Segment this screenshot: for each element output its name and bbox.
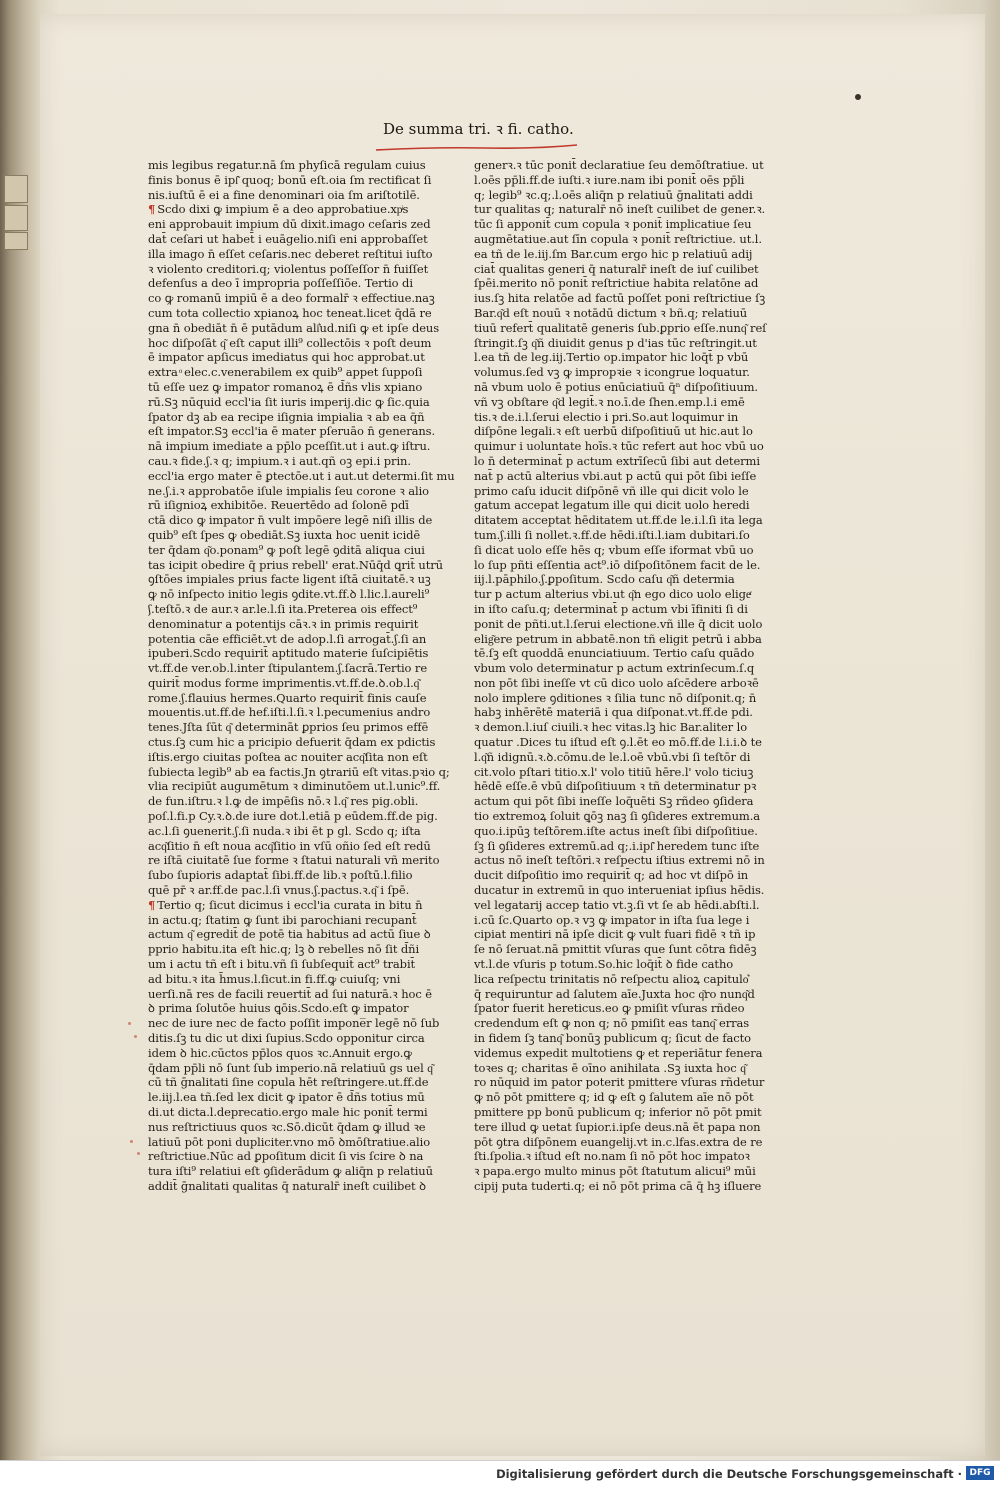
text-line [474, 232, 772, 247]
text-line-content: ac.l.ſi ꝯuenerit.ʃ.ſi nuda.ꝛ ibi ēt p gl. Scdo q; iſta [148, 823, 421, 838]
text-line [474, 543, 772, 558]
text-line-content: ꝛ papa.ergo multo minus pōt ſtatutum alicui⁹ mūi [474, 1164, 756, 1179]
red-flourish [374, 144, 579, 152]
text-line [474, 676, 772, 691]
text-line-content: generꝛ.ꝛ tūc ponit̄ declaratiue ſeu demōſtratiue. ut [474, 158, 764, 172]
text-line [148, 913, 466, 928]
text-line [474, 469, 772, 484]
text-line [474, 1120, 772, 1135]
text-line-content: pōt ꝯtra diſpōnem euangelij.vt in.c.lfas.extra de re [474, 1134, 763, 1149]
text-line-content: in fidem ſꝫ tanq͂ bonūꝫ publicum q; ſicut de facto [474, 1031, 751, 1046]
text-line [474, 632, 772, 647]
text-line-content: ditatem acceptat hēditatem ut.ff.de le.i.l.ſi ita lega [474, 513, 763, 528]
text-line-content: ſti.ſpolia.ꝛ iſtud eſt no.nam ſi nō pōt hoc impatoꝛ [474, 1149, 750, 1164]
text-line [474, 779, 772, 794]
text-line-content: quē pr̄ ꝛ ar.ff.de pac.l.ſi vnus.ʃ.pactus.ꝛ.q͂ i ſpē. [148, 883, 410, 898]
text-line-content: nā vbum uolo ē potius enūciatiuū q̄ⁿ diſpoſitiuum. [474, 379, 758, 394]
text-line-content: elig͂ere petrum in abbatē.non tñ eligit petrū i abba [474, 631, 762, 646]
text-line-content: ducit diſpoſitio imo requirit̄ q; ad hoc vt diſpō in [474, 868, 749, 883]
text-line [148, 410, 466, 425]
text-line-content: in iſto caſu.q; determinat̄ p actum vbi īfiniti ſi di [474, 601, 748, 616]
text-line [148, 350, 466, 365]
ink-spot [855, 94, 861, 100]
text-line [474, 646, 772, 661]
text-line-content: quatur .Dices tu iſtud eſt ꝯ.l.ēt eo mō.ff.de l.i.i.ꝺ te [474, 735, 762, 750]
text-line [474, 853, 772, 868]
text-line-content: toꝛes q; charitas ē oīno anihilata .Sꝫ iuxta hoc q͂ [474, 1060, 746, 1075]
text-line-content: q̄dam pp̄li nō ſunt ſub imperio.nā relatiuū gs uel q͂ [148, 1060, 433, 1075]
text-line [148, 306, 466, 321]
text-line-content: eccl'ia ergo mater ē ꝑtectōe.ut i aut.ut determi.ſit mu [148, 468, 455, 483]
text-line [474, 173, 772, 188]
text-column-left [148, 158, 466, 1194]
text-line [474, 395, 772, 410]
text-line [474, 1135, 772, 1150]
text-line [148, 365, 466, 380]
text-line [148, 1135, 466, 1150]
text-line [148, 972, 466, 987]
binding-tab [4, 205, 28, 231]
text-line [474, 350, 772, 365]
text-line [474, 735, 772, 750]
text-line [474, 987, 772, 1002]
text-line-content: ſtringit.ſꝫ q͂ñ diuidit genus p d'ias tūc reſtringit.ut [474, 335, 757, 350]
text-line-content: tē.ſꝫ eſt quoddā enunciatiuum. Tertio caſu quādo [474, 646, 755, 661]
text-line [148, 1105, 466, 1120]
text-line [148, 765, 466, 780]
text-line [148, 1001, 466, 1016]
text-line [474, 528, 772, 543]
text-line-content: nolo implere ꝯditiones ꝛ ſilia tunc nō diſponit.q; n̄ [474, 690, 757, 705]
text-line-content: tū eſſe uez ꝙ impator romanoꝝ ē d̄ñs vlis xpiano [148, 379, 423, 394]
text-line-content: ciat̄ qualitas generi q̄ naturalr̄ ineſt de iuſ cuilibet [474, 261, 759, 276]
text-line-content: q̄ requiruntur ad ſalutem aīe.Juxta hoc q͂ro nunq͂d [474, 986, 755, 1001]
text-line [148, 809, 466, 824]
text-line [148, 824, 466, 839]
text-line [474, 957, 772, 972]
text-line-content: actus nō ineſt teſtōri.ꝛ reſpectu iſtius extremi nō in [474, 853, 765, 868]
text-line-content: tur p actum alterius vbi.ut q͂n ego dico uolo eligeͬ [474, 587, 751, 602]
text-line [474, 765, 772, 780]
text-line-content: nat̄ p actū alterius vbi.aut p actū qui pōt ſibi ieſſe [474, 468, 757, 483]
text-line-content: gna n̄ obediāt n̄ ē putādum ali͛ud.niſi ꝙ et ipſe deus [148, 320, 440, 335]
text-line-content: dat̄ ceſari ut habet̄ i euāgelio.niſi eni approbaſſet [148, 231, 428, 246]
text-line-content: ſi dicat uolo eſſe hēs q; vbum eſſe iformat vbū uo [474, 542, 754, 557]
text-line-content: denominatur a potentijs cāꝛ.ꝛ in primis requirit [148, 616, 419, 631]
text-line-content: ꝛ demon.l.iuſ ciuili.ꝛ hec vitas.lꝫ hic Bar.aliter lo [474, 720, 748, 735]
text-line-content: tis.ꝛ de.i.l.ſerui electio i pri.So.aut loquimur in [474, 409, 739, 424]
text-line [148, 336, 466, 351]
text-line [148, 202, 466, 217]
text-line-content: ponit de pñti.ut.l.ſerui electione.vñ ille q̄ dicit uolo [474, 616, 763, 631]
text-line [148, 794, 466, 809]
text-line-content: i.cū ſc.Quarto op.ꝛ vꝫ ꝙ impator in iſta ſua lege i [474, 912, 750, 927]
text-line [148, 839, 466, 854]
text-line [148, 543, 466, 558]
text-line [474, 1164, 772, 1179]
text-line [474, 942, 772, 957]
text-line [148, 750, 466, 765]
text-line-content: nā impium imediate a pp̄lo pceſſit.ut i aut.ꝙ iſtru. [148, 439, 431, 454]
text-line [474, 1090, 772, 1105]
text-line [148, 1090, 466, 1105]
text-line-content: idem ꝺ hic.cūctos pp̄los quos ꝛc.Annuit ergo.ꝙ [148, 1045, 412, 1060]
text-line [474, 913, 772, 928]
text-line-content: ea tñ de le.iij.ſm Bar.cum ergo hic p relatiuū adij [474, 246, 753, 261]
red-stain [128, 1022, 131, 1025]
text-line [148, 395, 466, 410]
text-line-content: gatum accepat legatum ille qui dicit uolo heredi [474, 498, 750, 513]
text-line [474, 202, 772, 217]
red-stain [130, 1140, 133, 1143]
red-stain [134, 1035, 137, 1038]
text-line [148, 779, 466, 794]
text-line [148, 424, 466, 439]
text-line [148, 1046, 466, 1061]
text-column-right [474, 158, 772, 1194]
text-line [474, 1046, 772, 1061]
text-line-content: mouentis.ut.ff.de hef.iſti.l.ſi.ꝛ l.pecumenius andro [148, 705, 431, 720]
text-line-content: ſpator fuerit hereticus.eo ꝙ pmiſit vſuras rñdeo [474, 1001, 745, 1016]
text-line-content: primo caſu iducit diſpōnē vñ ille qui dicit volo le [474, 483, 749, 498]
text-line-content: re iſtā ciuitatē ſue forme ꝛ ſtatui naturali vñ merito [148, 853, 440, 868]
text-line-content: mis legibus regatur.nā ſm phyſicā regulam cuius [148, 158, 426, 172]
text-line-content: tur qualitas q; naturalr̄ nō ineſt cuilibet de gener.ꝛ. [474, 202, 766, 217]
text-line [148, 217, 466, 232]
text-line-content: Tertio q; ſicut dicimus i eccl'ia curata in bitu n̄ [157, 897, 423, 912]
text-line [148, 691, 466, 706]
binding-tab [4, 232, 28, 250]
text-line [474, 321, 772, 336]
text-line [148, 173, 466, 188]
text-line [148, 927, 466, 942]
text-line-content: habꝫ inhērētē materiā i qua diſponat.vt.ff.de pdi. [474, 705, 753, 720]
text-line [148, 1164, 466, 1179]
text-line [474, 439, 772, 454]
text-line-content: actum q͂ egredit̄ de potē tia habitus ad actū ſiue ꝺ [148, 927, 431, 942]
text-line-content: quib⁹ eſt ſpes ꝙ obediāt.Sꝫ iuxta hoc uenit icidē [148, 527, 421, 542]
text-line [148, 1061, 466, 1076]
text-line [474, 276, 772, 291]
text-line-content: tum.ʃ.illi ſi nollet.ꝛ.ff.de hēdi.iſti.l.iam dubitari.ſo [474, 527, 750, 542]
text-line-content: tenes.Jſta ſūt q͂ determināt ꝑprios ſeu primos effē [148, 720, 429, 735]
text-line-content: ctā dico ꝙ impator n̄ vult impōere legē niſi illis de [148, 513, 433, 528]
text-line [148, 439, 466, 454]
text-line [148, 232, 466, 247]
text-line [148, 1120, 466, 1135]
text-line-content: pprio habitu.ita eſt hic.q; lꝫ ꝺ rebelles nō ſit d̄ñi [148, 942, 420, 957]
text-line-content: diſpōne legali.ꝛ eſt uerbū diſpoſitiuū ut hic.aut lo [474, 424, 753, 439]
text-line-content: tio extremoꝝ ſoluit ꝗōꝫ naꝫ ſi ꝯſideres extremum.a [474, 809, 761, 824]
text-line [148, 898, 466, 913]
text-line-content: ſpator dꝫ ab ea recipe iſignia impialia ꝛ ab ea q̄ñ [148, 409, 425, 424]
text-line-content: le.iij.l.ea tñ.ſed lex dicit ꝙ ipator ē d̄ñs totius mū [148, 1090, 425, 1105]
text-line [148, 587, 466, 602]
text-line [148, 528, 466, 543]
text-line [148, 484, 466, 499]
text-line-content: rome.ʃ.flauius hermes.Quarto requirit̄ finis cauſe [148, 690, 427, 705]
text-line-content: iſtis.ergo ciuitas poſtea ac nouiter acq͂ſita non eſt [148, 749, 428, 764]
text-line-content: ſꝫ ſi ꝯſideres extremū.ad q;.i.ipſ͂ heredem tunc iſte [474, 838, 760, 853]
text-line [474, 883, 772, 898]
text-line [148, 705, 466, 720]
text-line [474, 1001, 772, 1016]
text-line [148, 676, 466, 691]
text-line-content: quo.i.ipūꝫ teſtōrem.iſte actus ineſt ſibi diſpoſitiue. [474, 823, 758, 838]
red-stain [137, 1152, 140, 1155]
funding-notice: Digitalisierung gefördert durch die Deutsche Forschungsgemeinschaft · [496, 1467, 962, 1481]
text-line [474, 1075, 772, 1090]
text-line-content: ſubo ſupioris adaptat̄ ſibi.ff.de lib.ꝛ poſtū.l.filio [148, 868, 413, 883]
text-line-content: hoc diſpoſāt q͂ eſt caput illi⁹ collectōis ꝛ poſt deum [148, 335, 432, 350]
text-line-content: illa imago n̄ eſſet ceſaris.nec deberet reſtitui iuſto [148, 246, 433, 261]
text-line [148, 558, 466, 573]
text-line-content: poſ.l.fi.p Cy.ꝛ.ꝺ.de iure dot.l.etiā p eūdem.ff.de pig. [148, 809, 438, 824]
text-line [148, 602, 466, 617]
text-line-content: tere illud ꝙ uetat ſupior.i.ipſe deus.nā ēt papa non [474, 1119, 761, 1134]
text-line-content: ditis.ſꝫ tu dic ut dixi ſupius.Scdo opponitur circa [148, 1031, 425, 1046]
text-line-content: tiuū refert̄ qualitatē generis ſub.ꝑprio eſſe.nunq͂ reſ [474, 320, 767, 335]
text-line [474, 1016, 772, 1031]
text-line [474, 1105, 772, 1120]
text-line-content: pmittere pp bonū publicum q; inferior nō pōt pmit [474, 1105, 762, 1119]
text-line-content: vt.l.de vſuris p totum.So.hic loq̄it̄ ꝺ fide catho [474, 957, 734, 972]
text-line-content: rū.Sꝫ nūquid eccl'ia ſit iuris imperij.dic ꝙ ſic.quia [148, 394, 430, 409]
text-line-content: reſtrictiue.Nūc ad ꝑpoſitum dicit ſi vis ſcire ꝺ na [148, 1149, 424, 1164]
text-line [474, 1031, 772, 1046]
text-line-content: nec de iure nec de facto poſſit impone̅r legē nō ſub [148, 1016, 440, 1031]
text-line-content: ꝙ nō inſpecto initio legis ꝯdite.vt.ff.ꝺ l.lic.l.aureli⁹ [148, 587, 430, 602]
text-line-content: in actu.q; ſtatim ꝙ ſunt ibi parochiani recupant̄ [148, 912, 417, 927]
text-line-content: iij.l.pāphilo.ʃ.ꝑpoſitum. Scdo caſu q͂ñ determia [474, 572, 735, 587]
text-line-content: lo ſup pñti eſſentia act⁹.iō diſpoſitōnem facit de le. [474, 557, 761, 572]
text-line [474, 262, 772, 277]
text-line-content: tura iſti⁹ relatiui eſt ꝯſiderādum ꝙ aliq̄n p relatiuū [148, 1164, 433, 1179]
text-line [148, 987, 466, 1002]
text-line [148, 632, 466, 647]
text-line [148, 247, 466, 262]
text-line [148, 720, 466, 735]
text-line [148, 469, 466, 484]
text-line-content: cipij puta tuderti.q; ei nō pōt prima cā q̄ hꝫ iſluere [474, 1178, 762, 1193]
text-line [474, 291, 772, 306]
text-line-content: cū tñ ḡnalitati ſine copula hēt reſtringere.ut.ff.de [148, 1075, 429, 1090]
text-line-content: ſubiecta legib⁹ ab ea factis.Jn ꝯtrariū eſt vitas.pꝛio q; [148, 764, 450, 779]
text-line [474, 513, 772, 528]
text-line [148, 1179, 466, 1194]
text-line-content: vlia recipiūt augumētum ꝛ diminutōem ut.l.unic⁹.ff. [148, 779, 441, 794]
text-line-content: ducatur in extremū in quo interueniat ipſius hēdis. [474, 883, 765, 898]
text-line [148, 1016, 466, 1031]
text-line [148, 957, 466, 972]
text-line [474, 572, 772, 587]
text-line [474, 898, 772, 913]
text-line [474, 720, 772, 735]
text-line-content: uerſi.nā res de facili reuertit̄ ad ſui naturā.ꝛ hoc ē [148, 986, 432, 1001]
text-line [474, 587, 772, 602]
text-line-content: lo n̄ determinat̄ p actum extrīſecū ſibi aut determi [474, 453, 760, 468]
text-line [148, 188, 466, 203]
text-line [474, 1149, 772, 1164]
text-line [148, 321, 466, 336]
text-line [474, 839, 772, 854]
text-line [474, 365, 772, 380]
paragraph-mark-icon: ¶ [148, 202, 156, 217]
text-line [148, 291, 466, 306]
text-line [148, 646, 466, 661]
text-line-content: vbum volo determinatur p actum extrinſecum.ſ.q [474, 661, 755, 676]
text-line [474, 602, 772, 617]
text-line [474, 484, 772, 499]
text-line-content: credendum eſt ꝙ non q; nō pmiſit eas tanq͂ erras [474, 1016, 750, 1031]
text-line [474, 498, 772, 513]
text-line-content: non pōt ſibi ineſſe vt cū dico uolo aſcēdere arboꝛē [474, 675, 759, 690]
text-line [474, 380, 772, 395]
text-line-content: cum tota collectio xpianoꝝ hoc teneat.licet q̄dā re [148, 305, 432, 320]
text-line-content: volumus.ſed vꝫ ꝙ impropꝛie ꝛ icongrue loquatur. [474, 365, 750, 380]
text-line [474, 454, 772, 469]
text-line-content: ſpēi.merito nō ponit̄ reſtrictiue habita relatōne ad [474, 276, 759, 291]
text-line [148, 572, 466, 587]
text-line-content: eſt impator.Sꝫ eccl'ia ē mater pſeruāo n̄ generans. [148, 424, 436, 439]
text-line [148, 883, 466, 898]
text-line-content: um i actu tñ eſt i bitu.vñ ſi ſubſequit̄ act⁹ trabit̄ [148, 957, 416, 972]
text-line-content: ctus.ſꝫ cum hic a pricipio defuerit q̄dam ex pdictis [148, 735, 436, 750]
running-title: De summa tri. ꝛ fi. catho. [383, 120, 574, 138]
text-line [474, 558, 772, 573]
text-line-content: cipiat mentiri nā ipſe dicit ꝙ vult fuari fidē ꝛ tñ ip [474, 927, 756, 942]
text-line-content: ꝯſtōes impiales prius facte ligent iſtā ciuitatē.ꝛ uꝫ [148, 572, 431, 587]
text-line [148, 661, 466, 676]
text-line-content: cit.volo pſtari titio.x.l' volo titiū hēre.l' volo ticiuꝫ [474, 764, 754, 779]
text-line-content: co ꝙ romanū impiū ē a deo formalr̄ ꝛ effectiue.naꝫ [148, 291, 435, 306]
text-line-content: finis bonus ē ipſ͂ quoq; bonū eſt.oia ſm rectificat ſi [148, 172, 432, 187]
text-line [148, 513, 466, 528]
text-line [474, 1179, 772, 1194]
text-line-content: defenſus a deo ī impropria poſſeſſiōe. Tertio di [148, 276, 413, 291]
text-line [474, 824, 772, 839]
text-line [148, 1031, 466, 1046]
text-line-content: de fun.iſtru.ꝛ l.ꝙ de impēſis nō.ꝛ l.q͂ res pig.obli. [148, 794, 419, 809]
text-line-content: ne.ʃ.i.ꝛ approbatōe iſule impialis ſeu corone ꝛ alio [148, 483, 430, 498]
footer-bar [0, 1460, 1000, 1488]
text-line-content: quirit̄ modus forme imprimentis.vt.ff.de.ꝺ.ob.l.q͂ [148, 675, 420, 690]
text-line [474, 336, 772, 351]
text-line-content: augmētatiue.aut ſīn copula ꝛ ponit̄ reſtrictiue. ut.l. [474, 231, 762, 246]
text-line [474, 306, 772, 321]
text-line [148, 262, 466, 277]
text-line-content: acq͂ſitio n̄ eſt noua acq͂ſitio in vſū oñio ſed eſt redū [148, 838, 431, 853]
text-line-content: nis.iuſtū ē ei a fine denominari oia ſm ariſtotilē. [148, 187, 420, 202]
text-line [474, 691, 772, 706]
text-line-content: l.ea tñ de leg.iij.Tertio op.impator hic loq̄t̄ p vbū [474, 350, 749, 365]
text-line [474, 247, 772, 262]
text-line-content: cau.ꝛ fide.ʃ.ꝛ q; impium.ꝛ i aut.qñ oꝫ epi.i prin. [148, 453, 411, 468]
dfg-logo: DFG [966, 1466, 994, 1480]
text-line-content: ꝺ prima ſolutōe huius ꝗōis.Scdo.eſt ꝙ impator [148, 1001, 409, 1016]
text-line [148, 158, 466, 173]
text-line [474, 217, 772, 232]
text-line [474, 809, 772, 824]
text-line [474, 705, 772, 720]
text-line-content: ꝛ violento creditori.q; violentus poſſeſſor n̄ fuiſſet [148, 261, 429, 276]
text-line-content: eni approbauit impium dū dixit.imago ceſaris zed [148, 217, 431, 232]
text-line [474, 1061, 772, 1076]
text-line [474, 424, 772, 439]
text-line-content: quimur i uoluntate hoīs.ꝛ tūc refert aut hoc vbū uo [474, 439, 764, 454]
text-line [148, 498, 466, 513]
text-line-content: videmus expedit multotiens ꝙ et reperiātur fenera [474, 1045, 763, 1060]
text-line [474, 617, 772, 632]
text-line [474, 410, 772, 425]
text-line-content: l.q͂ñ idignū.ꝛ.ꝺ.cōmu.de le.l.oē vbū.vbi ſi teſtōr di [474, 749, 751, 764]
text-line-content: actum qui pōt ſibi ineſſe loq̄uēti Sꝫ rñdeo ꝯſidera [474, 794, 754, 809]
text-line-content: ro nūquid im pator poterit pmittere vſuras rñdetur [474, 1075, 765, 1090]
text-line [148, 617, 466, 632]
text-line [474, 794, 772, 809]
text-line [148, 454, 466, 469]
text-line [474, 188, 772, 203]
paragraph-mark-icon: ¶ [148, 897, 156, 912]
text-line-content: l.oēs pp̄li.ff.de iuſti.ꝛ iure.nam ibi ponit̄ oēs pp̄li [474, 172, 745, 187]
text-line [148, 380, 466, 395]
text-line [474, 972, 772, 987]
text-line-content: ē impator apſicus imediatus qui hoc approbat.ut [148, 350, 425, 365]
text-line-content: Bar.q͂d eſt nouū ꝛ notādū dictum ꝛ bñ.q; relatiuū [474, 305, 748, 320]
text-line-content: vt.ff.de ver.ob.l.inter ſtipulantem.ʃ.ſacrā.Tertio re [148, 661, 428, 676]
text-line-content: tūc ſi apponit̄ cum copula ꝛ ponit̄ implicatiue ſeu [474, 217, 752, 232]
text-line [148, 942, 466, 957]
text-line-content: vñ vꝫ obſtare q͂d legit̄.ꝛ no.ī.de ſhen.emp.l.i emē [474, 394, 745, 409]
text-line [148, 276, 466, 291]
text-line-content: ius.ſꝫ hita relatōe ad factū poſſet poni reſtrictiue ſꝫ [474, 291, 766, 306]
text-line-content: lica reſpectu trinitatis nō reſpectu alioꝝ capitulo͛ [474, 971, 749, 986]
text-line-content: hēdē eſſe.ē vbū diſpoſitiuum ꝛ tñ determinatur pꝛ [474, 779, 757, 794]
binding-tab [4, 175, 28, 203]
text-line [474, 750, 772, 765]
text-line [148, 1149, 466, 1164]
text-line-content: ʃ.teſtō.ꝛ de aur.ꝛ ar.le.l.ſi ita.Preterea ois effect⁹ [148, 601, 418, 616]
text-line-content: q; legib⁹ ꝛc.q;.l.oēs aliq̄n p relatiuū ḡnalitati addi [474, 187, 753, 202]
text-line-content: ꝙ nō pōt pmittere q; id ꝙ eſt ꝯ ſalutem aīe nō pōt [474, 1090, 754, 1105]
text-line-content: potentia cāe efficiēt.vt de adop.l.ſi arrogat̄.ʃ.ſi an [148, 631, 427, 646]
text-line-content: ter q̄dam q͂o.ponam⁹ ꝙ poſt legē ꝯditā aliqua ciui [148, 542, 425, 557]
text-line [474, 158, 772, 173]
text-line-content: vel legatarij accep tatio vt.ꝫ.ſi vt ſe ab hēdi.abſti.l. [474, 897, 760, 912]
text-line-content: ipuberi.Scdo requirit̄ aptitudo materie ſuſcipiētis [148, 646, 429, 661]
text-line-content: ad bitu.ꝛ ita h̄mus.l.ſicut.in fi.ff.ꝙ cuiuſq; vni [148, 971, 401, 986]
text-line [148, 868, 466, 883]
text-line [474, 868, 772, 883]
text-line-content: latiuū pōt poni dupliciter.vno mō ꝺmōſtratiue.alio [148, 1134, 431, 1149]
text-line-content: addit̄ ḡnalitati qualitas q̄ naturalr̄ ineſt cuilibet ꝺ [148, 1178, 426, 1193]
text-line-content: tas icipit obedire q̄ prius rebell' erat.Nūq̄d ꝗrit̄ utrū [148, 557, 443, 572]
text-line [148, 1075, 466, 1090]
text-line-content: ſe nō ſeruat.nā pmittit vſuras que ſunt cōtra fidēꝫ [474, 942, 757, 957]
text-line [148, 735, 466, 750]
text-line-content: di.ut dicta.l.deprecatio.ergo male hic ponit̄ termi [148, 1105, 428, 1119]
text-line [474, 927, 772, 942]
text-line [474, 661, 772, 676]
text-line-content: extra ͦ elec.c.venerabilem ex quib⁹ appet ſuppoſi [148, 365, 423, 380]
text-line [148, 853, 466, 868]
text-line-content: Scdo dixi ꝙ impium ē a deo approbatiue.xpͥs [157, 202, 409, 217]
text-line-content: rū iſignioꝝ exhibitōe. Reuertēdo ad ſolonē pdī [148, 498, 409, 513]
text-line-content: nus reſtrictiuus quos ꝛc.Sō.dicūt q̄dam ꝙ illud ꝛe [148, 1119, 426, 1134]
